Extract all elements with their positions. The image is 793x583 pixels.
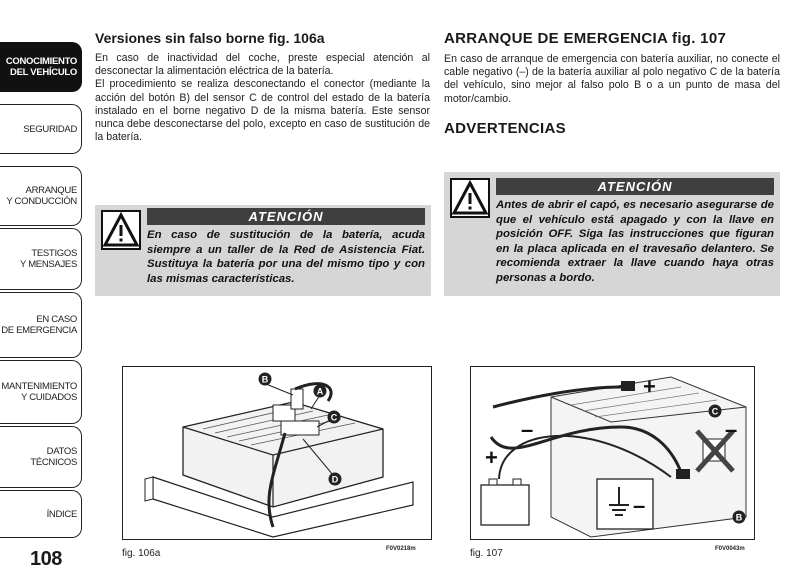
warning-triangle-icon (101, 210, 141, 250)
page-number: 108 (30, 548, 62, 570)
minus-sign-left: – (521, 417, 534, 442)
left-paragraph-2: El procedimiento se realiza desconectando el conector (mediante la acción del botón B) del sensor C de control del estado de la batería instalado en el borne negativo D de la misma batería. Este sensor nunca debe desconectarse del polo, excepto en caso de sustitución de la batería. (95, 78, 430, 144)
chapter-tab-testigos[interactable]: TESTIGOS Y MENSAJES (0, 228, 82, 290)
svg-text:B: B (735, 512, 743, 523)
svg-text:C: C (711, 406, 719, 417)
warning-text-right-content: Antes de abrir el capó, es necesario asegurarse de que el vehículo está apagado y con la llave en posición OFF. Siga las instrucciones que figuran en la placa aplicada en el travesaño delantero. Se recomienda extraer la llave cuando haya otras personas a bordo. (496, 199, 774, 284)
section-heading-advertencias: ADVERTENCIAS (444, 119, 566, 137)
chapter-tab-datos-tecnicos[interactable]: DATOS TÉCNICOS (0, 426, 82, 488)
svg-text:D: D (331, 474, 339, 485)
warning-text-right (496, 198, 774, 286)
jump-start-diagram-107 (471, 367, 754, 539)
chapter-tab-indice[interactable]: ÍNDICE (0, 490, 82, 538)
section-heading-sin-falso-borne: Versiones sin falso borne fig. 106a (95, 30, 325, 46)
battery-diagram-106a (123, 367, 431, 539)
warning-triangle-icon (450, 178, 490, 218)
plus-sign-left: + (485, 445, 498, 470)
svg-text:B: B (261, 374, 269, 385)
warning-text-left (147, 228, 425, 286)
warning-box-right (444, 172, 780, 296)
warning-title-right: ATENCIÓN (496, 178, 774, 195)
figure-107-code: F0V0043m (715, 546, 745, 552)
callout-d (329, 473, 342, 486)
chapter-tab-mantenimiento[interactable]: MANTENIMIENTO Y CUIDADOS (0, 360, 82, 424)
callout-c (328, 411, 341, 424)
callout-c (709, 405, 722, 418)
figure-106a (122, 366, 432, 540)
warning-box-left (95, 205, 431, 296)
chapter-tab-conocimiento[interactable]: CONOCIMIENTO DEL VEHÍCULO (0, 42, 82, 92)
right-paragraph-1: En caso de arranque de emergencia con batería auxiliar, no conecte el cable negativo (–) de la batería auxiliar al polo negativo C de la batería del vehículo, sino mejor al falso polo B o a un punto de masa del motor/cambio. (444, 53, 780, 105)
section-heading-arranque-emergencia: ARRANQUE DE EMERGENCIA fig. 107 (444, 30, 727, 47)
callout-b (733, 511, 746, 524)
plus-sign-top: + (643, 374, 656, 399)
chapter-tab-seguridad[interactable]: SEGURIDAD (0, 104, 82, 154)
left-column (95, 30, 430, 144)
left-paragraph-1: En caso de inactividad del coche, preste especial atención al desconectar la alimentación eléctrica de la batería. (95, 52, 430, 78)
figure-107 (470, 366, 755, 540)
right-column (444, 30, 780, 143)
warning-title-left: ATENCIÓN (147, 208, 425, 225)
minus-sign-ground: – (633, 493, 646, 518)
callout-a (314, 385, 327, 398)
minus-sign-right: – (725, 417, 738, 442)
figure-107-caption: fig. 107 (470, 548, 503, 559)
svg-text:C: C (330, 412, 338, 423)
chapter-tab-arranque[interactable]: ARRANQUE Y CONDUCCIÓN (0, 166, 82, 226)
callout-b (259, 373, 272, 386)
figure-106a-caption: fig. 106a (122, 548, 161, 559)
svg-text:A: A (316, 386, 324, 397)
chapter-tab-emergencia[interactable]: EN CASO DE EMERGENCIA (0, 292, 82, 358)
warning-text-left-content: En caso de sustitución de la batería, acuda siempre a un taller de la Red de Asistencia Fiat. Sustituya la batería por una del mismo tipo y con las mismas características. (147, 229, 425, 285)
figure-106a-code: F0V0218m (386, 546, 416, 552)
